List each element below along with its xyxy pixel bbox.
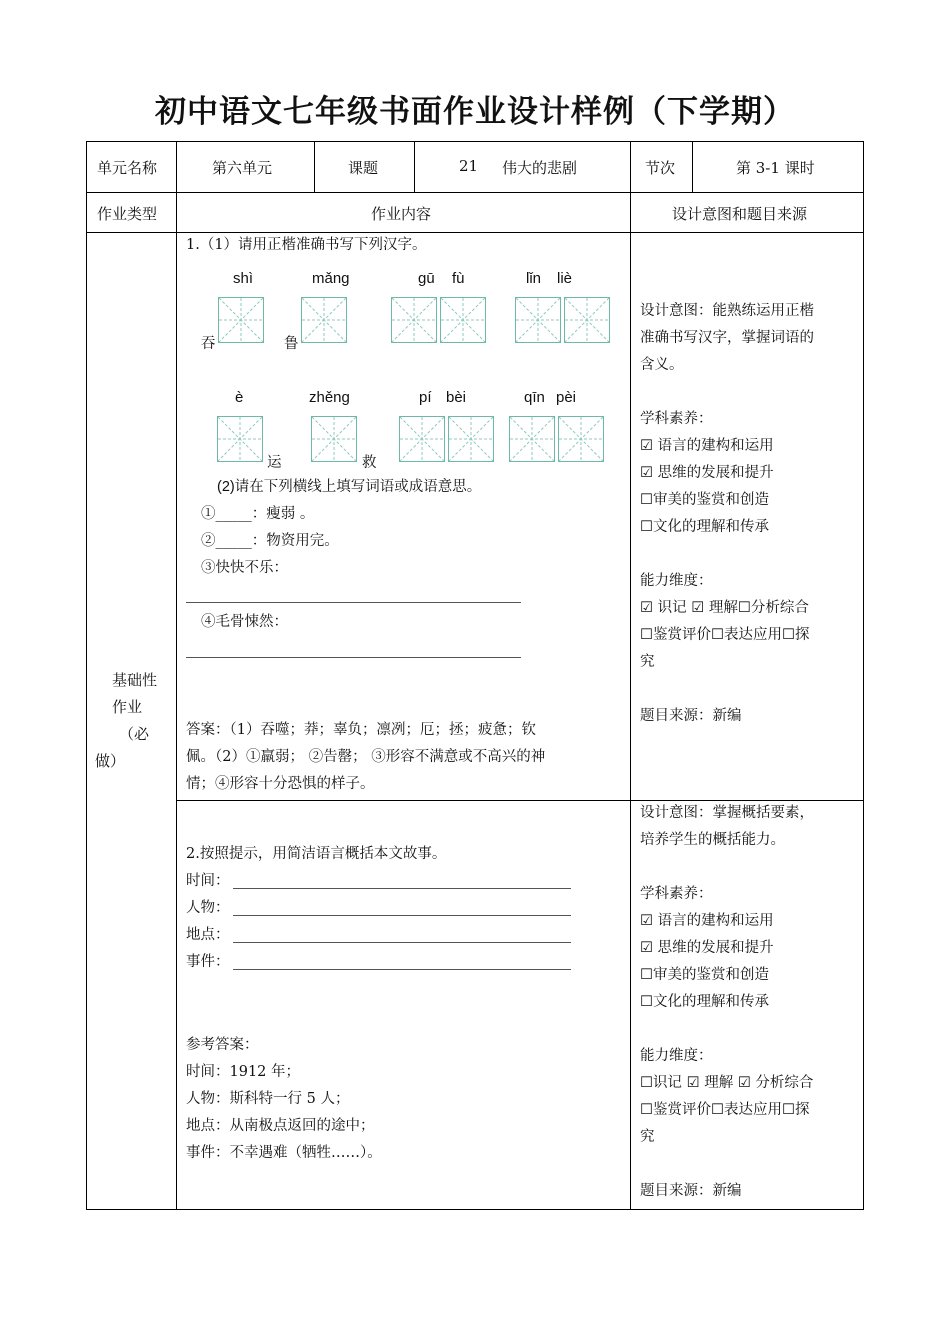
intent-label: 设计意图和题目来源: [672, 205, 808, 223]
literacy-checkbox: ☐文化的理解和传承: [640, 994, 769, 1010]
q2-reference-line: 人物：斯科特一行 5 人；: [186, 1091, 350, 1107]
ability-checkbox: ☐鉴赏评价☐表达应用☐探: [640, 627, 810, 643]
pinyin: zhěng: [309, 389, 350, 406]
q1-part2-instruction: (2)请在下列横线上填写词语或成语意思。: [217, 479, 482, 495]
literacy-checkbox: ☐审美的鉴赏和创造: [640, 967, 769, 983]
writing-grid-box[interactable]: [301, 297, 347, 343]
answer-line[interactable]: [233, 969, 571, 970]
type-label: 作业类型: [97, 205, 158, 223]
unit-value: 第六单元: [212, 159, 273, 177]
given-character: 运: [267, 455, 282, 471]
pinyin: liè: [557, 270, 573, 287]
grid-guide-lines: [392, 298, 436, 342]
pinyin: qīn: [524, 389, 545, 406]
pinyin: gū: [418, 270, 435, 287]
literacy-checkbox: ☐审美的鉴赏和创造: [640, 492, 769, 508]
pinyin: bèi: [446, 389, 467, 406]
ability-checkbox: ☐鉴赏评价☐表达应用☐探: [640, 1102, 810, 1118]
given-character: 鲁: [284, 336, 299, 352]
category-label: [95, 667, 158, 775]
category-line: （必: [119, 725, 150, 743]
ability-heading: 能力维度：: [640, 1048, 713, 1064]
intent-text: 设计意图：能熟练运用正楷: [640, 303, 814, 319]
category-line: 基础性: [112, 671, 158, 689]
q1-answer-line: 佩。（2）①羸弱； ②告罄； ③形容不满意或不高兴的神: [186, 749, 546, 765]
q2-field-label: 人物：: [186, 900, 230, 916]
intent-text: 含义。: [640, 357, 684, 373]
intent-text: 准确书写汉字，掌握词语的: [640, 330, 814, 346]
topic-number: 21: [459, 157, 479, 175]
writing-grid-box[interactable]: [448, 416, 494, 462]
q1-item-4: ④毛骨悚然：: [201, 614, 288, 630]
literacy-heading: 学科素养：: [640, 886, 713, 902]
writing-grid-box[interactable]: [311, 416, 357, 462]
grid-guide-lines: [516, 298, 560, 342]
literacy-heading: 学科素养：: [640, 411, 713, 427]
given-character: 吞: [201, 336, 216, 352]
q2-field-label: 时间：: [186, 873, 230, 889]
answer-line[interactable]: [233, 915, 571, 916]
answer-line[interactable]: [233, 942, 571, 943]
literacy-checkbox: ☑ 思维的发展和提升: [640, 940, 774, 956]
answer-line[interactable]: [186, 602, 521, 603]
writing-grid-box[interactable]: [399, 416, 445, 462]
q2-field-label: 地点：: [186, 927, 230, 943]
unit-label: 单元名称: [97, 159, 158, 177]
writing-grid-box[interactable]: [558, 416, 604, 462]
q2-reference-heading: 参考答案：: [186, 1037, 259, 1053]
grid-guide-lines: [565, 298, 609, 342]
writing-grid-box[interactable]: [217, 416, 263, 462]
q1-item-2: ②_____：物资用完。: [201, 533, 339, 549]
grid-guide-lines: [559, 417, 603, 461]
pinyin: è: [235, 389, 244, 406]
given-character: 救: [362, 455, 377, 471]
q2-instruction: 2.按照提示，用简洁语言概括本文故事。: [186, 846, 447, 862]
grid-guide-lines: [510, 417, 554, 461]
pinyin: pí: [419, 389, 432, 406]
topic-value: 伟大的悲剧: [502, 159, 578, 177]
topic-label: 课题: [348, 159, 379, 177]
ability-checkbox: 究: [640, 654, 655, 670]
q1-answer-line: 答案：（1）吞噬；莽；辜负；凛冽；厄；拯；疲惫；钦: [186, 722, 536, 738]
grid-guide-lines: [218, 417, 262, 461]
literacy-checkbox: ☑ 语言的建构和运用: [640, 438, 774, 454]
intent-text: 培养学生的概括能力。: [640, 832, 785, 848]
pinyin: mǎng: [312, 270, 350, 287]
literacy-checkbox: ☑ 语言的建构和运用: [640, 913, 774, 929]
writing-grid-box[interactable]: [391, 297, 437, 343]
pinyin: shì: [233, 270, 254, 287]
literacy-checkbox: ☑ 思维的发展和提升: [640, 465, 774, 481]
intent-text: 设计意图：掌握概括要素，: [640, 805, 814, 821]
writing-grid-box[interactable]: [509, 416, 555, 462]
category-line: 做）: [95, 752, 126, 770]
writing-grid-box[interactable]: [218, 297, 264, 343]
category-line: 作业: [112, 698, 143, 716]
literacy-checkbox: ☐文化的理解和传承: [640, 519, 769, 535]
grid-guide-lines: [400, 417, 444, 461]
q1-answer-line: 情；④形容十分恐惧的样子。: [186, 776, 375, 792]
q2-reference-line: 事件：不幸遇难（牺牲……）。: [186, 1145, 382, 1161]
intent-block-2: [640, 800, 814, 1205]
q2-field-label: 事件：: [186, 954, 230, 970]
ability-checkbox: 究: [640, 1129, 655, 1145]
answer-line[interactable]: [186, 657, 521, 658]
intent-block-1: [640, 298, 814, 730]
session-label: 节次: [645, 159, 676, 177]
session-value: 第 3-1 课时: [736, 159, 815, 177]
q1-instruction: 1.（1）请用正楷准确书写下列汉字。: [186, 237, 427, 253]
writing-grid-box[interactable]: [440, 297, 486, 343]
source-text: 题目来源：新编: [640, 1183, 742, 1199]
ability-heading: 能力维度：: [640, 573, 713, 589]
grid-guide-lines: [449, 417, 493, 461]
writing-grid-box[interactable]: [515, 297, 561, 343]
pinyin: pèi: [556, 389, 577, 406]
pinyin: fù: [452, 270, 465, 287]
q2-reference-line: 时间：1912 年；: [186, 1064, 301, 1080]
source-text: 题目来源：新编: [640, 708, 742, 724]
grid-guide-lines: [302, 298, 346, 342]
ability-checkbox: ☑ 识记 ☑ 理解☐分析综合: [640, 600, 809, 616]
page-title: 初中语文七年级书面作业设计样例（下学期）: [155, 94, 795, 130]
q1-item-3: ③快快不乐：: [201, 560, 288, 576]
q1-item-1: ①_____：瘦弱 。: [201, 506, 315, 522]
content-label: 作业内容: [371, 205, 432, 223]
ability-checkbox: ☐识记 ☑ 理解 ☑ 分析综合: [640, 1075, 814, 1091]
grid-guide-lines: [219, 298, 263, 342]
q2-reference-line: 地点：从南极点返回的途中；: [186, 1118, 375, 1134]
writing-grid-box[interactable]: [564, 297, 610, 343]
grid-guide-lines: [441, 298, 485, 342]
grid-guide-lines: [312, 417, 356, 461]
pinyin: lǐn: [526, 270, 542, 287]
answer-line[interactable]: [233, 888, 571, 889]
